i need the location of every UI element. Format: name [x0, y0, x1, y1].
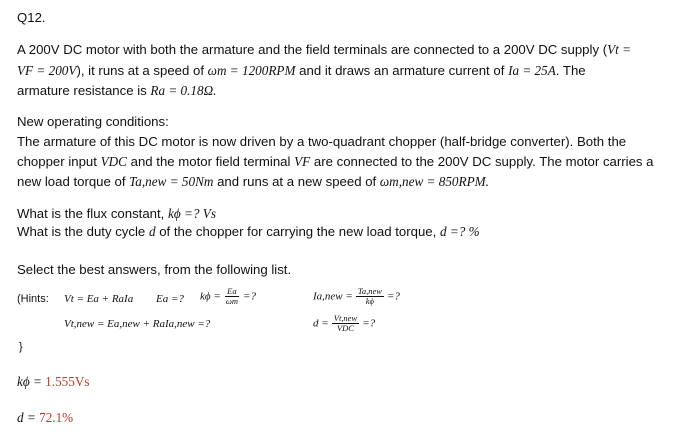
conditions-line-2 [17, 152, 654, 172]
vf-equation: VF = 200V [17, 63, 77, 78]
hint-current-fraction [356, 287, 384, 306]
question-duty-expr: d =? % [439, 224, 480, 239]
question-label: Q12. [17, 10, 46, 25]
vt-equation: Vt = [607, 42, 632, 57]
answer-flux [17, 372, 90, 392]
hint-eq-flux [200, 287, 256, 306]
resistance-value: Ra = 0.18Ω. [150, 83, 217, 98]
answer-duty [17, 408, 73, 428]
intro-text-3: and it draws an armature current of [295, 63, 509, 78]
torque-value: Ta,new = 50Nm [129, 174, 214, 189]
question-duty [17, 222, 480, 242]
hint-duty-lhs: d = [313, 317, 329, 330]
new-speed-value: ωm,new = 850RPM. [379, 174, 489, 189]
hint-eq-duty [313, 314, 375, 333]
hint-flux-lhs: kϕ = [200, 290, 221, 303]
hint-current-rhs: =? [386, 290, 400, 303]
select-instruction: Select the best answers, from the following list. [17, 262, 292, 277]
hint-duty-num: Vt,new [333, 313, 358, 323]
intro-text-2: ), it runs at a speed of [76, 63, 208, 78]
hint-eq-voltage: Vt = Ea + RaIa [64, 293, 134, 305]
hints-open: (Hints: [17, 293, 49, 305]
conditions-text-2a: chopper input [17, 154, 101, 169]
conditions-line-1: The armature of this DC motor is now driven by a two-quadrant chopper (half-bridge converter). Both the [17, 134, 627, 149]
intro-text-4: . The [555, 63, 586, 78]
hints-close: } [19, 341, 23, 353]
answer-flux-lhs: kϕ = [17, 374, 46, 389]
conditions-text-3a: new load torque of [17, 174, 130, 189]
hint-flux-fraction [224, 287, 240, 306]
intro-line-2 [17, 61, 586, 81]
conditions-text-2b: and the motor field terminal [126, 154, 295, 169]
intro-line-1 [17, 40, 631, 60]
hint-duty-fraction [332, 314, 359, 333]
hint-eq-current [313, 287, 400, 306]
conditions-text-3b: and runs at a new speed of [213, 174, 380, 189]
hint-eq-new-voltage: Vt,new = Ea,new + RaIa,new =? [64, 318, 211, 330]
question-duty-text-b: of the chopper for carrying the new load torque, [155, 224, 440, 239]
hint-duty-den: VDC [336, 323, 354, 333]
question-flux [17, 204, 216, 224]
hint-current-num: Ta,new [357, 286, 382, 296]
question-duty-text-a: What is the duty cycle [17, 224, 149, 239]
answer-duty-lhs: d = [17, 410, 40, 425]
hint-flux-den: ωm [225, 296, 238, 306]
intro-text-5: armature resistance is [17, 83, 151, 98]
answer-flux-value: 1.555Vs [45, 374, 90, 389]
speed-value: ωm = 1200RPM [207, 63, 296, 78]
intro-line-3 [17, 81, 216, 101]
conditions-line-3 [17, 172, 489, 192]
hint-duty-rhs: =? [362, 317, 376, 330]
vf-symbol: VF [294, 154, 311, 169]
current-value: Ia = 25A [508, 63, 556, 78]
hint-current-den: kϕ [365, 296, 374, 306]
hint-current-lhs: Ia,new = [313, 290, 353, 303]
hint-flux-num: Ea [227, 286, 237, 296]
answer-duty-value: 72.1% [39, 410, 74, 425]
conditions-heading: New operating conditions: [17, 114, 169, 129]
hint-flux-rhs: =? [243, 290, 256, 303]
hint-eq-emf: Ea =? [156, 293, 184, 305]
intro-text-1: A 200V DC motor with both the armature and the field terminals are connected to a 200V DC supply ( [17, 42, 608, 57]
vdc-symbol: VDC [100, 154, 127, 169]
question-flux-expr: kϕ =? Vs [168, 206, 216, 221]
question-flux-text: What is the flux constant, [17, 206, 168, 221]
question-duty-symbol: d [148, 224, 156, 239]
conditions-text-2c: are connected to the 200V DC supply. The motor carries a [310, 154, 654, 169]
